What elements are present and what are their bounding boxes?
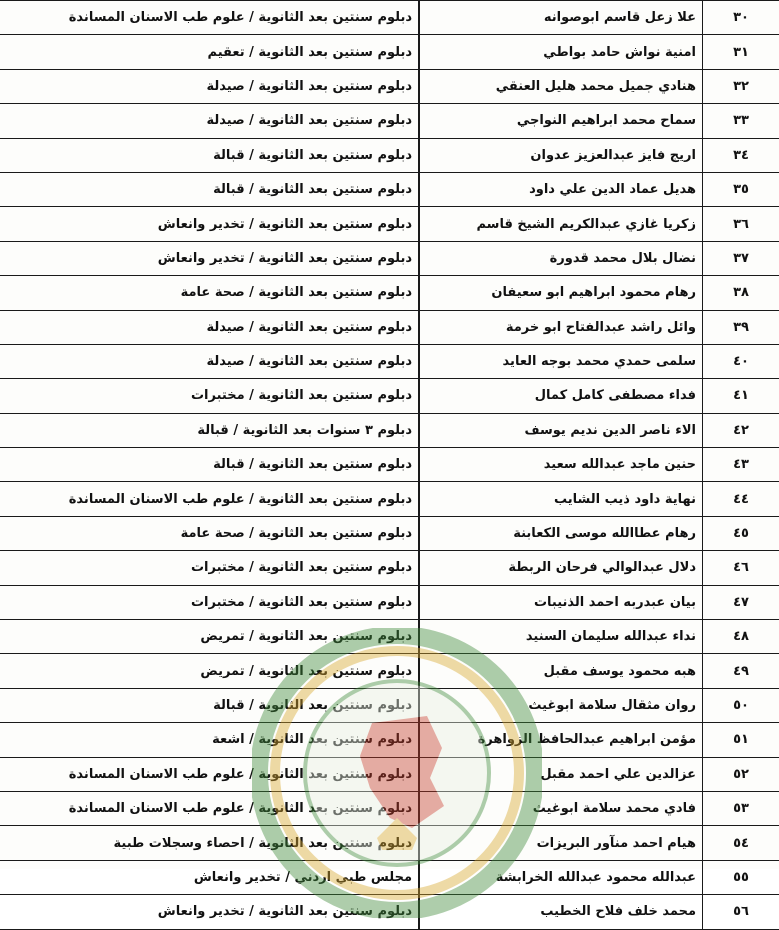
table-row [0,138,779,172]
person-name: سلمى حمدي محمد بوجه العايد [419,344,703,378]
table-row [0,413,779,447]
person-name: فداء مصطفى كامل كمال [419,379,703,413]
person-name: روان مثقال سلامة ابوغيث [419,688,703,722]
qualification: دبلوم سنتين بعد الثانوية / قبالة [0,688,419,722]
person-name: اريج فايز عبدالعزيز عدوان [419,138,703,172]
table-row [0,172,779,206]
person-name: مؤمن ابراهيم عبدالحافظ الزواهرة [419,723,703,757]
table-row [0,516,779,550]
person-name: بيان عبدربه احمد الذنيبات [419,585,703,619]
qualification: دبلوم سنتين بعد الثانوية / تخدير وانعاش [0,895,419,929]
row-number: ٣٣ [703,104,779,138]
person-name: علا زعل قاسم ابوصوانه [419,1,703,35]
row-number: ٤٥ [703,516,779,550]
qualification: دبلوم سنتين بعد الثانوية / احصاء وسجلات طبية [0,826,419,860]
person-name: نضال بلال محمد قدورة [419,241,703,275]
qualification: دبلوم سنتين بعد الثانوية / تمريض [0,654,419,688]
qualification: دبلوم سنتين بعد الثانوية / مختبرات [0,551,419,585]
row-number: ٥٣ [703,791,779,825]
table-row [0,688,779,722]
person-name: دلال عبدالوالي فرحان الربطة [419,551,703,585]
person-name: عزالدين علي احمد مقبل [419,757,703,791]
table-row [0,654,779,688]
row-number: ٥٠ [703,688,779,722]
row-number: ٣٤ [703,138,779,172]
table-row [0,1,779,35]
row-number: ٥٤ [703,826,779,860]
roster-body [0,1,779,930]
table-row [0,344,779,378]
qualification: دبلوم سنتين بعد الثانوية / تخدير وانعاش [0,207,419,241]
person-name: هنادي جميل محمد هليل العنقي [419,69,703,103]
table-row [0,826,779,860]
qualification: دبلوم سنتين بعد الثانوية / مختبرات [0,585,419,619]
row-number: ٤٣ [703,448,779,482]
person-name: الاء ناصر الدين نديم يوسف [419,413,703,447]
table-row [0,551,779,585]
row-number: ٥١ [703,723,779,757]
person-name: زكريا غازي عبدالكريم الشيخ قاسم [419,207,703,241]
table-row [0,104,779,138]
table-row [0,620,779,654]
table-row [0,276,779,310]
person-name: سماح محمد ابراهيم النواجي [419,104,703,138]
qualification: دبلوم سنتين بعد الثانوية / تمريض [0,620,419,654]
row-number: ٣٧ [703,241,779,275]
row-number: ٥٥ [703,860,779,894]
row-number: ٤٢ [703,413,779,447]
row-number: ٣٦ [703,207,779,241]
qualification: دبلوم سنتين بعد الثانوية / مختبرات [0,379,419,413]
table-row [0,379,779,413]
table-row [0,207,779,241]
qualification: دبلوم سنتين بعد الثانوية / قبالة [0,172,419,206]
qualification: دبلوم سنتين بعد الثانوية / علوم طب الاسنان المساندة [0,757,419,791]
person-name: رهام محمود ابراهيم ابو سعيفان [419,276,703,310]
row-number: ٥٢ [703,757,779,791]
table-row [0,69,779,103]
qualification: دبلوم سنتين بعد الثانوية / علوم طب الاسنان المساندة [0,791,419,825]
table-row [0,482,779,516]
person-name: نهاية داود ذيب الشايب [419,482,703,516]
qualification: دبلوم سنتين بعد الثانوية / علوم طب الاسنان المساندة [0,1,419,35]
person-name: عبدالله محمود عبدالله الخرابشة [419,860,703,894]
table-row [0,448,779,482]
table-row [0,757,779,791]
row-number: ٣١ [703,35,779,69]
row-number: ٥٦ [703,895,779,929]
qualification: دبلوم سنتين بعد الثانوية / قبالة [0,448,419,482]
table-row [0,241,779,275]
person-name: نداء عبدالله سليمان السنيد [419,620,703,654]
person-name: هبه محمود يوسف مقبل [419,654,703,688]
table-row [0,723,779,757]
row-number: ٤١ [703,379,779,413]
qualification: مجلس طبي اردني / تخدير وانعاش [0,860,419,894]
qualification: دبلوم سنتين بعد الثانوية / اشعة [0,723,419,757]
table-row [0,895,779,929]
row-number: ٣٥ [703,172,779,206]
row-number: ٤٨ [703,620,779,654]
row-number: ٣٢ [703,69,779,103]
row-number: ٤٠ [703,344,779,378]
person-name: رهام عطاالله موسى الكعابنة [419,516,703,550]
row-number: ٤٤ [703,482,779,516]
qualification: دبلوم سنتين بعد الثانوية / صيدلة [0,344,419,378]
person-name: هديل عماد الدين علي داود [419,172,703,206]
qualification: دبلوم سنتين بعد الثانوية / علوم طب الاسنان المساندة [0,482,419,516]
qualification: دبلوم سنتين بعد الثانوية / صحة عامة [0,276,419,310]
person-name: هيام احمد منآور البريزات [419,826,703,860]
row-number: ٣٨ [703,276,779,310]
row-number: ٤٧ [703,585,779,619]
row-number: ٣٠ [703,1,779,35]
person-name: وائل راشد عبدالفتاح ابو خرمة [419,310,703,344]
qualification: دبلوم سنتين بعد الثانوية / صحة عامة [0,516,419,550]
person-name: حنين ماجد عبدالله سعيد [419,448,703,482]
person-name: امنية نواش حامد بواطي [419,35,703,69]
qualification: دبلوم ٣ سنوات بعد الثانوية / قبالة [0,413,419,447]
row-number: ٣٩ [703,310,779,344]
table-row [0,585,779,619]
row-number: ٤٦ [703,551,779,585]
person-name: محمد خلف فلاح الخطيب [419,895,703,929]
table-row [0,310,779,344]
row-number: ٤٩ [703,654,779,688]
qualification: دبلوم سنتين بعد الثانوية / صيدلة [0,69,419,103]
person-name: فادي محمد سلامة ابوغيث [419,791,703,825]
table-row [0,860,779,894]
qualification: دبلوم سنتين بعد الثانوية / صيدلة [0,104,419,138]
qualification: دبلوم سنتين بعد الثانوية / تخدير وانعاش [0,241,419,275]
table-row [0,791,779,825]
qualification: دبلوم سنتين بعد الثانوية / صيدلة [0,310,419,344]
qualification: دبلوم سنتين بعد الثانوية / قبالة [0,138,419,172]
table-row [0,35,779,69]
qualification: دبلوم سنتين بعد الثانوية / تعقيم [0,35,419,69]
